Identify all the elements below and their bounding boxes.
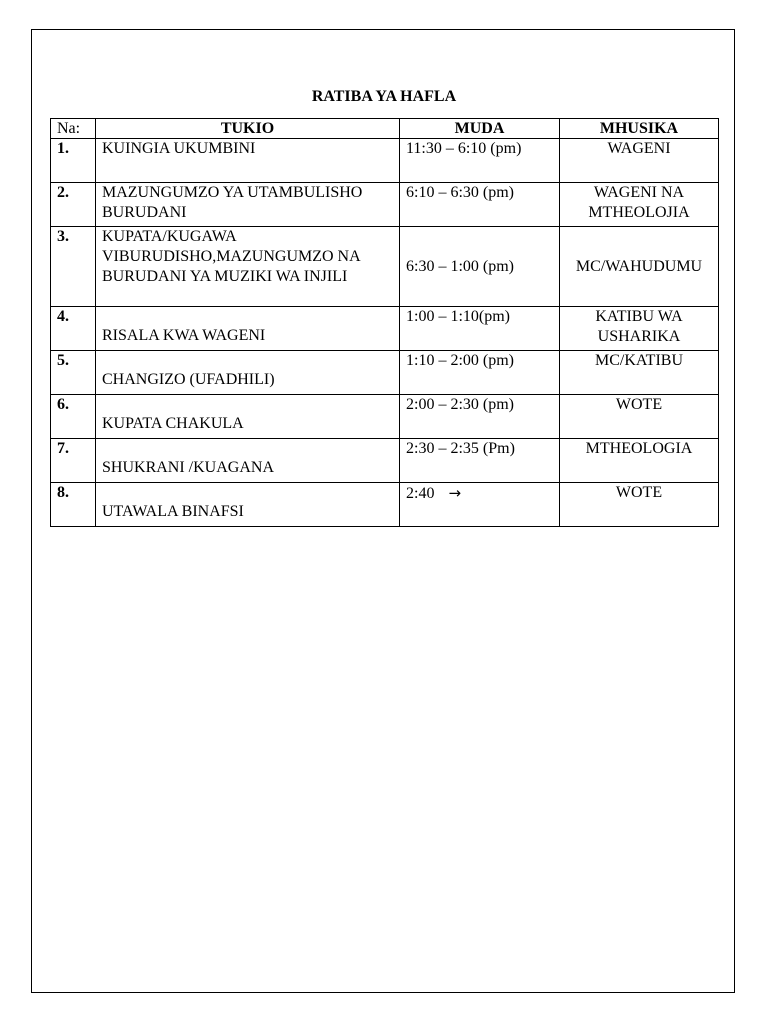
row-person: WOTE <box>560 483 719 527</box>
header-event: TUKIO <box>96 119 400 139</box>
header-person: MHUSIKA <box>560 119 719 139</box>
table-row <box>51 307 719 351</box>
row-time: 11:30 – 6:10 (pm) <box>400 139 560 183</box>
row-person: MC/KATIBU <box>560 351 719 395</box>
table-row <box>51 183 719 227</box>
row-time: 2:40 <box>406 485 435 502</box>
row-number: 6. <box>51 395 96 439</box>
row-time-cell <box>400 483 560 527</box>
row-event-cell <box>96 483 400 527</box>
row-event: SHUKRANI /KUAGANA <box>102 459 274 476</box>
row-time: 2:30 – 2:35 (Pm) <box>400 439 560 483</box>
table-header-row <box>51 119 719 139</box>
row-number: 3. <box>51 227 96 307</box>
row-number: 2. <box>51 183 96 227</box>
row-event: RISALA KWA WAGENI <box>102 327 266 344</box>
row-time: 2:00 – 2:30 (pm) <box>400 395 560 439</box>
row-number: 5. <box>51 351 96 395</box>
row-event-cell <box>96 439 400 483</box>
row-event: MAZUNGUMZO YA UTAMBULISHO BURUDANI <box>96 183 400 227</box>
table-row <box>51 483 719 527</box>
row-event-cell <box>96 307 400 351</box>
table-row <box>51 439 719 483</box>
header-time: MUDA <box>400 119 560 139</box>
table-row <box>51 395 719 439</box>
row-time: 6:10 – 6:30 (pm) <box>400 183 560 227</box>
row-person: MTHEOLOGIA <box>560 439 719 483</box>
row-time: 1:00 – 1:10(pm) <box>400 307 560 351</box>
table-row <box>51 351 719 395</box>
schedule-table <box>50 118 719 527</box>
row-event-cell <box>96 351 400 395</box>
row-number: 7. <box>51 439 96 483</box>
table-row <box>51 227 719 307</box>
table-row <box>51 139 719 183</box>
right-arrow-icon: → <box>448 484 462 502</box>
document-title: RATIBA YA HAFLA <box>311 88 457 105</box>
row-person: WAGENI NA MTHEOLOJIA <box>560 183 719 227</box>
row-person: WAGENI <box>560 139 719 183</box>
row-person: WOTE <box>560 395 719 439</box>
row-time: 1:10 – 2:00 (pm) <box>400 351 560 395</box>
row-time: 6:30 – 1:00 (pm) <box>400 227 560 307</box>
row-event: CHANGIZO (UFADHILI) <box>102 371 275 388</box>
row-person: KATIBU WA USHARIKA <box>560 307 719 351</box>
row-person: MC/WAHUDUMU <box>560 227 719 307</box>
row-number: 4. <box>51 307 96 351</box>
header-number: Na: <box>51 119 96 139</box>
row-event: KUINGIA UKUMBINI <box>96 139 400 183</box>
row-event: UTAWALA BINAFSI <box>102 503 244 520</box>
row-number: 1. <box>51 139 96 183</box>
row-number: 8. <box>51 483 96 527</box>
row-event: KUPATA CHAKULA <box>102 415 244 432</box>
row-event-cell <box>96 395 400 439</box>
row-event: KUPATA/KUGAWA VIBURUDISHO,MAZUNGUMZO NA BURUDANI YA MUZIKI WA INJILI <box>96 227 400 307</box>
